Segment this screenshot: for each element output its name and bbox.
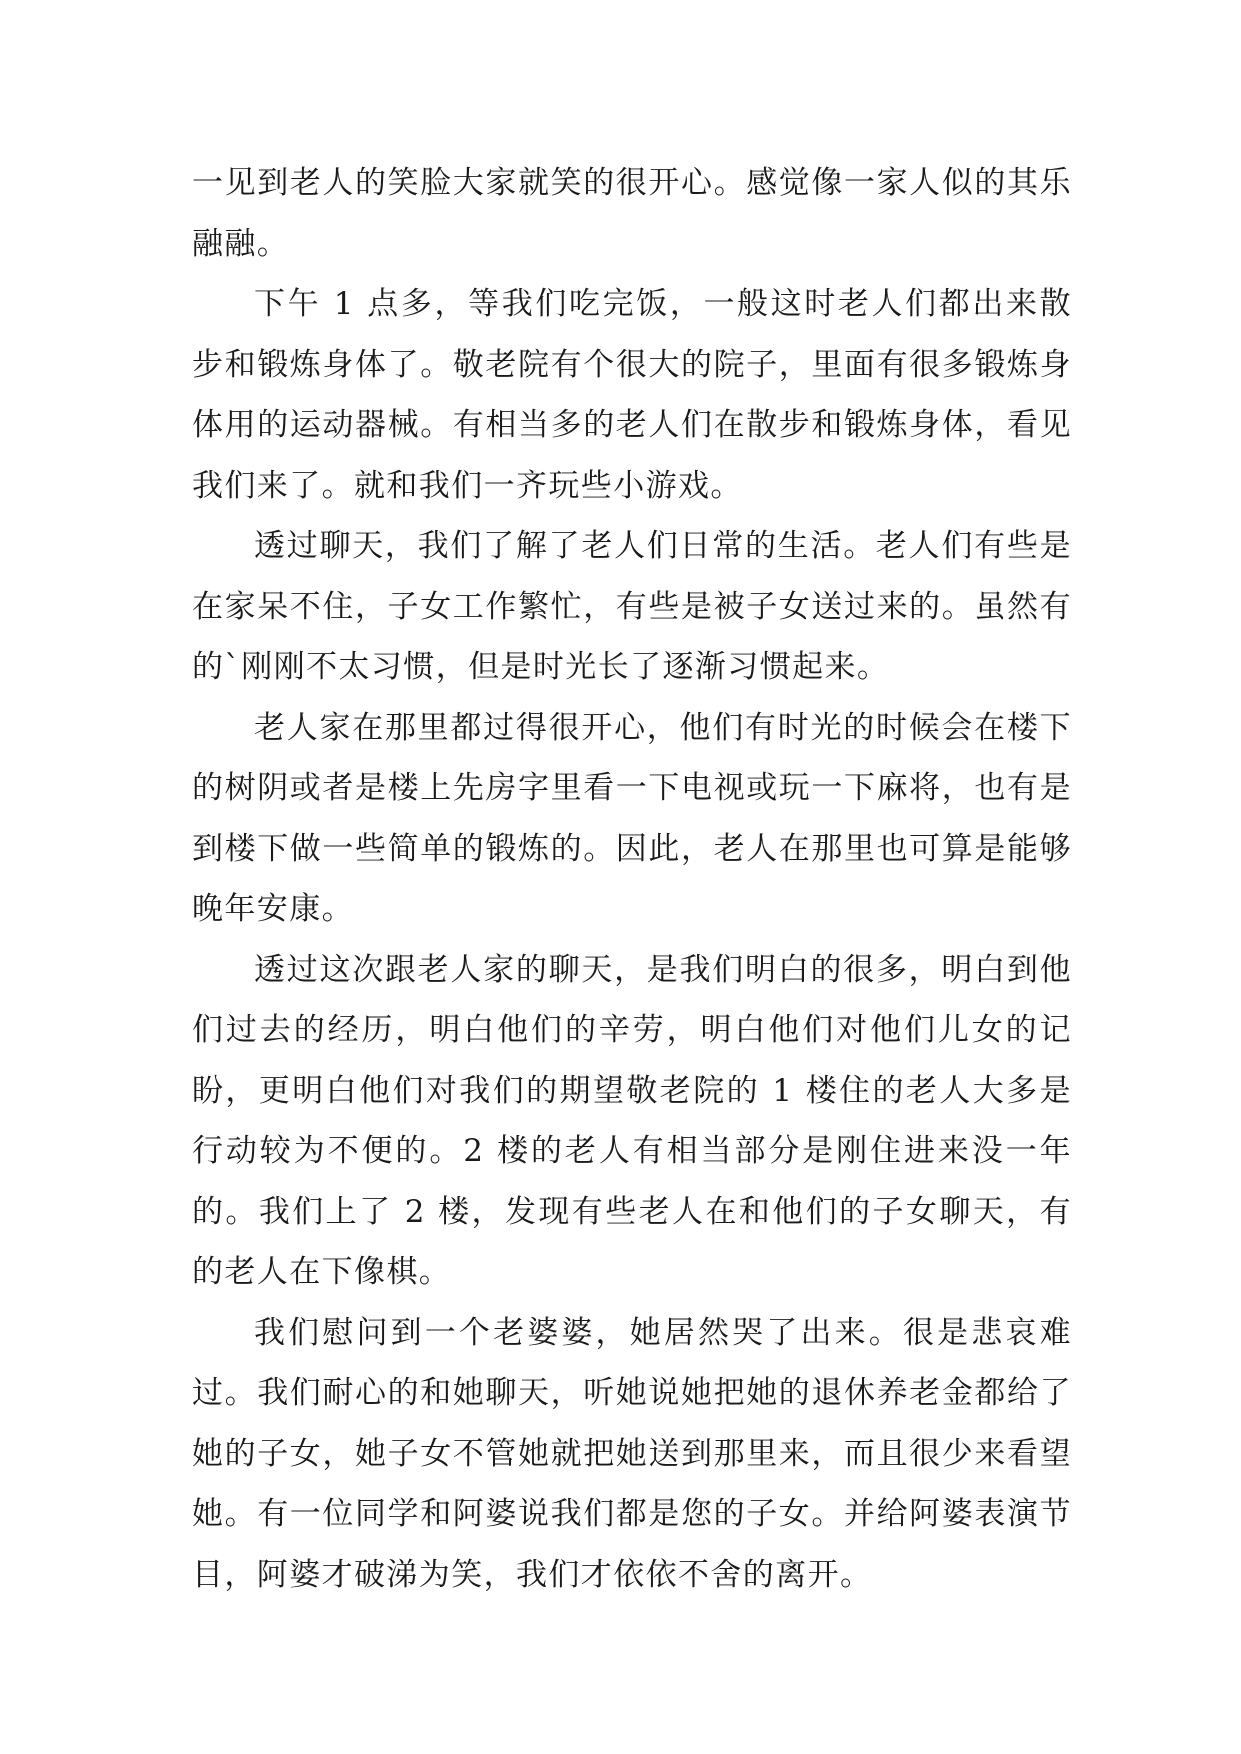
paragraph: 透过聊天，我们了解了老人们日常的生活。老人们有些是在家呆不住，子女工作繁忙，有些是被子女送过来的。虽然有的`刚刚不太习惯，但是时光长了逐渐习惯起来。 xyxy=(192,528,1072,685)
document-body xyxy=(192,153,1072,1605)
paragraph-continuation: 一见到老人的笑脸大家就笑的很开心。感觉像一家人似的其乐融融。 xyxy=(192,165,1072,262)
paragraph: 老人家在那里都过得很开心，他们有时光的时候会在楼下的树阴或者是楼上先房字里看一下电视或玩一下麻将，也有是到楼下做一些简单的锻炼的。因此，老人在那里也可算是能够晚年安康。 xyxy=(192,709,1072,927)
paragraph: 我们慰问到一个老婆婆，她居然哭了出来。很是悲哀难过。我们耐心的和她聊天，听她说她把她的退休养老金都给了她的子女，她子女不管她就把她送到那里来，而且很少来看望她。有一位同学和阿婆说我们都是您的子女。并给阿婆表演节目，阿婆才破涕为笑，我们才依依不舍的离开。 xyxy=(192,1314,1072,1593)
paragraph: 下午 1 点多，等我们吃完饭，一般这时老人们都出来散步和锻炼身体了。敬老院有个很大的院子，里面有很多锻炼身体用的运动器械。有相当多的老人们在散步和锻炼身体，看见我们来了。就和我们一齐玩些小游戏。 xyxy=(192,286,1072,504)
paragraph: 透过这次跟老人家的聊天，是我们明白的很多，明白到他们过去的经历，明白他们的辛劳，明白他们对他们儿女的记盼，更明白他们对我们的期望敬老院的 1 楼住的老人大多是行动较为不便的。2 楼的老人有相当部分是刚住进来没一年的。我们上了 2 楼，发现有些老人在和他们的子女聊天，有的老人在下像棋。 xyxy=(192,951,1072,1290)
